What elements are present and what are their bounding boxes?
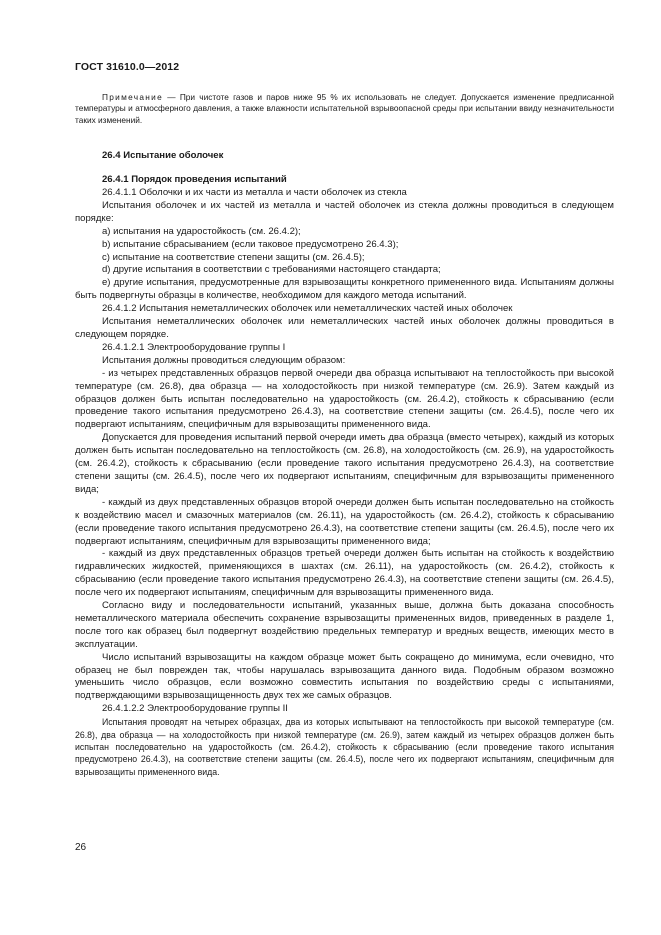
section-heading-26-4-1: 26.4.1 Порядок проведения испытаний <box>102 174 287 186</box>
paragraph-26-4-1-2: 26.4.1.2 Испытания неметаллических оболочек или неметаллических частей иных оболочек <box>102 303 513 315</box>
paragraph-26-4-1-2-2: 26.4.1.2.2 Электрооборудование группы II <box>102 703 288 715</box>
paragraph-two-samples: Допускается для проведения испытаний первой очереди иметь два образца (вместо четырех), каждый из которых должен быть испытан последовательно на теплостойкость (см. 26.8), на холодостойкость (см. 26.9), на ударостойкость (см. 26.4.2), стойкость к сбрасыванию (если проведение такого испытания предусмотрено 26.4.3), на соответствие степени защиты (см. 26.4.5), после чего их подвергают испытаниям, специфичным для взрывозащиты примененного вида; <box>75 432 614 495</box>
paragraph-test-reduction: Число испытаний взрывозащиты на каждом образце может быть сокращено до минимума, если очевидно, что образец не был поврежден так, чтобы нарушалась взрывозащита данного вида. Подобным образом возможно уменьшить число образцов, если возможно совместить испытания по воздействию среды с испытаниями, подтверждающими взрывозащищенность двух тех же самых образцов. <box>75 651 614 702</box>
paragraph-metal-enclosures: Испытания оболочек и их частей из металла и частей оболочек из стекла должны проводиться в следующем порядке: <box>75 199 614 224</box>
paragraph-group-ii-tests: Испытания проводят на четырех образцах, два из которых испытывают на теплостойкость при высокой температуре (см. 26.8), два образца — на холодостойкость при низкой температуре (см. 26.9), затем каждый из четырех образцов должен быть испытан последовательно на ударостойкость (см. 26.4.2), стойкость к сбрасыванию (если проведение такого испытания предусмотрено 26.4.3), на соответствие степени защиты (см. 26.4.5), после чего их подвергают испытаниям, специфичным для взрывозащиты примененного вида. <box>75 717 614 777</box>
paragraph-third-batch: - каждый из двух представленных образцов третьей очереди должен быть испытан на стойкость к воздействию гидравлических жидкостей, применяющихся в шахтах (см. 26.11), на ударостойкость (см. 26.4.2), стойкость к сбрасыванию (если проведение такого испытания предусмотрено 26.4.3), на соответствие степени защиты (см. 26.4.5), после чего их подвергают испытаниям, специфичным для взрывозащиты примененного вида. <box>75 548 614 599</box>
paragraph-test-sequence: Согласно виду и последовательности испытаний, указанных выше, должна быть доказана способность неметаллического материала обеспечить сохранение взрывозащиты примененных видов, приведенных в разделе 1, после того как образец был подвергнут воздействию предельных температур и вредных веществ, имеющих место в эксплуатации. <box>75 600 614 650</box>
paragraph-tests-intro: Испытания должны проводиться следующим образом: <box>102 354 346 366</box>
paragraph-first-batch: - из четырех представленных образцов первой очереди два образца испытывают на теплостойкость при высокой температуре (см. 26.8), два образца — на холодостойкость при низкой температуре (см. 26.9). Затем каждый из образцов должен быть испытан последовательно на ударостойкость (см. 26.4.2), стойкость к сбрасыванию (если проведение такого испытания предусмотрено 26.4.3), на соответствие степени защиты (см. 26.4.5), после чего их подвергают испытаниям, специфичным для взрывозащиты примененного вида. <box>75 367 614 431</box>
list-item-c: c) испытание на соответствие степени защиты (см. 26.4.5); <box>102 251 365 263</box>
list-item-b: b) испытание сбрасыванием (если таковое предусмотрено 26.4.3); <box>102 238 399 250</box>
list-item-d: d) другие испытания в соответствии с требованиями настоящего стандарта; <box>102 264 441 276</box>
list-item-a: a) испытания на ударостойкость (см. 26.4.2); <box>102 225 301 237</box>
page-number: 26 <box>75 842 87 853</box>
note-paragraph <box>75 92 614 126</box>
note-text: — При чистоте газов и паров ниже 95 % их использовать не следует. Допускается изменение предписанной температуры и атмосферного давления, а также влажности испытательной взрывоопасной среды при испытании ввиду незначительности таких изменений. <box>75 92 614 125</box>
list-item-e: e) другие испытания, предусмотренные для взрывозащиты конкретного примененного вида. Испытаниям должны быть подвергнуты образцы в количестве, необходимом для каждого метода испытаний. <box>75 277 614 302</box>
paragraph-26-4-1-1: 26.4.1.1 Оболочки и их части из металла и части оболочек из стекла <box>102 187 407 199</box>
page-content <box>75 92 614 778</box>
paragraph-26-4-1-2-1: 26.4.1.2.1 Электрооборудование группы I <box>102 341 286 353</box>
document-header: ГОСТ 31610.0—2012 <box>75 61 180 73</box>
section-heading-26-4: 26.4 Испытание оболочек <box>102 150 224 162</box>
paragraph-nonmetal-enclosures: Испытания неметаллических оболочек или неметаллических частей иных оболочек должны проводиться в следующем порядке. <box>75 316 614 340</box>
note-label: Примечание <box>102 92 164 102</box>
paragraph-second-batch: - каждый из двух представленных образцов второй очереди должен быть испытан последовательно на стойкость к воздействию масел и смазочных материалов (см. 26.11), на ударостойкость (см. 26.4.2), стойкость к сбрасыванию (если проведение такого испытания предусмотрено 26.4.3), на соответствие степени защиты (см. 26.4.5), после чего их подвергают испытаниям, специфичным для взрывозащиты примененного вида; <box>75 496 614 547</box>
